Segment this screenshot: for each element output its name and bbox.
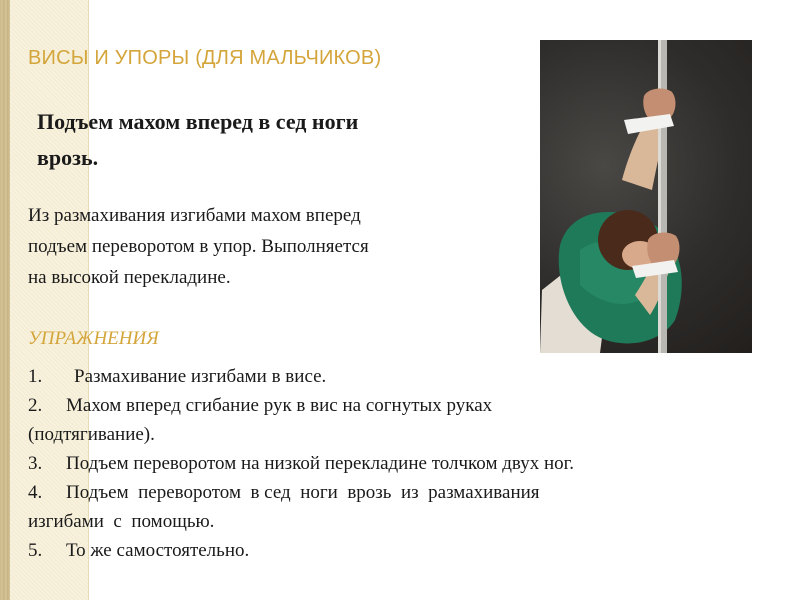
gymnast-on-bar-photo bbox=[540, 40, 752, 353]
exercises-heading: УПРАЖНЕНИЯ bbox=[28, 328, 159, 349]
athlete-hand-lower bbox=[647, 233, 679, 266]
exercise-text: Подъем переворотом в сед ноги врозь из размахивания bbox=[66, 482, 540, 503]
exercise-description bbox=[28, 200, 508, 293]
description-line: Из размахивания изгибами махом вперед bbox=[28, 205, 361, 226]
exercise-number: 4. bbox=[28, 482, 43, 503]
description-line: подъем переворотом в упор. Выполняется bbox=[28, 236, 369, 257]
decorative-side-band bbox=[0, 0, 10, 600]
exercise-item-5 bbox=[28, 536, 788, 565]
slide-title-line: Подъем махом вперед в сед ноги bbox=[37, 109, 359, 134]
exercise-text: Подъем переворотом на низкой перекладине толчком двух ног. bbox=[66, 453, 575, 474]
exercise-item-4 bbox=[28, 478, 788, 536]
section-title: ВИСЫ И УПОРЫ (ДЛЯ МАЛЬЧИКОВ) bbox=[28, 47, 382, 69]
exercise-item-2 bbox=[28, 391, 788, 449]
exercise-number: 5. bbox=[28, 540, 43, 561]
athlete-hand-upper bbox=[643, 89, 675, 120]
exercise-text: Махом вперед сгибание рук в вис на согнутых руках bbox=[66, 395, 493, 416]
exercise-text: То же самостоятельно. bbox=[66, 540, 250, 561]
exercise-number: 1. bbox=[28, 366, 43, 387]
exercise-number: 3. bbox=[28, 453, 43, 474]
exercise-item-1 bbox=[28, 362, 788, 391]
exercise-text: Размахивание изгибами в висе. bbox=[74, 366, 327, 387]
exercise-item-3 bbox=[28, 449, 788, 478]
exercise-number: 2. bbox=[28, 395, 43, 416]
exercises-list bbox=[28, 362, 788, 565]
slide-title-line: врозь. bbox=[37, 145, 99, 170]
exercise-text-continued: (подтягивание). bbox=[28, 424, 155, 445]
description-line: на высокой перекладине. bbox=[28, 267, 231, 288]
exercise-text-continued: изгибами с помощью. bbox=[28, 511, 215, 532]
slide-title bbox=[37, 104, 507, 176]
